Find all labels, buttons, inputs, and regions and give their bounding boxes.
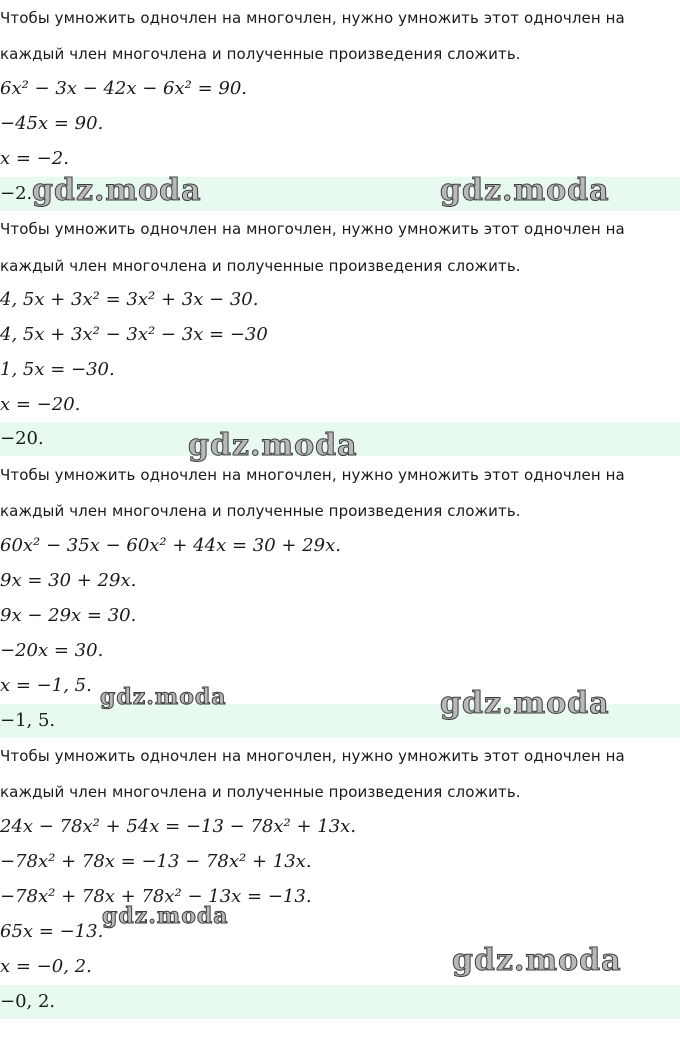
watermark: gdz.moda <box>32 173 202 208</box>
equation-step: 9x − 29x = 30. <box>0 605 137 626</box>
watermark: gdz.moda <box>100 684 227 710</box>
equation-step: −20x = 30. <box>0 640 104 661</box>
equation-step: 65x = −13. <box>0 921 104 942</box>
answer-bar: −1, 5. <box>0 704 680 738</box>
equation-step: 60x² − 35x − 60x² + 44x = 30 + 29x. <box>0 535 341 556</box>
watermark: gdz.moda <box>188 428 358 463</box>
answer-bar: −20. <box>0 422 680 456</box>
watermark: gdz.moda <box>102 903 229 929</box>
equation-step: 1, 5x = −30. <box>0 359 115 380</box>
equation-step: x = −20. <box>0 394 81 415</box>
watermark: gdz.moda <box>440 173 610 208</box>
answer-bar: −2. <box>0 177 680 211</box>
equation-step: 4, 5x + 3x² = 3x² + 3x − 30. <box>0 289 259 310</box>
rule-text-line-2: каждый член многочлена и полученные произведения сложить. <box>0 45 521 63</box>
equation-step: 4, 5x + 3x² − 3x² − 3x = −30 <box>0 324 268 345</box>
rule-text-line-2: каждый член многочлена и полученные произведения сложить. <box>0 502 521 520</box>
equation-step: 9x = 30 + 29x. <box>0 570 137 591</box>
equation-step: −78x² + 78x + 78x² − 13x = −13. <box>0 886 312 907</box>
answer-bar: −0, 2. <box>0 985 680 1019</box>
rule-text-line-1: Чтобы умножить одночлен на многочлен, нужно умножить этот одночлен на <box>0 747 625 765</box>
equation-step: 6x² − 3x − 42x − 6x² = 90. <box>0 78 248 99</box>
rule-text-line-2: каждый член многочлена и полученные произведения сложить. <box>0 783 521 801</box>
equation-step: 24x − 78x² + 54x = −13 − 78x² + 13x. <box>0 816 357 837</box>
rule-text-line-1: Чтобы умножить одночлен на многочлен, нужно умножить этот одночлен на <box>0 466 625 484</box>
rule-text-line-2: каждый член многочлена и полученные произведения сложить. <box>0 257 521 275</box>
watermark: gdz.moda <box>452 943 622 978</box>
equation-step: −45x = 90. <box>0 113 104 134</box>
rule-text-line-1: Чтобы умножить одночлен на многочлен, нужно умножить этот одночлен на <box>0 9 625 27</box>
rule-text-line-1: Чтобы умножить одночлен на многочлен, нужно умножить этот одночлен на <box>0 220 625 238</box>
equation-step: x = −1, 5. <box>0 675 92 696</box>
equation-step: −78x² + 78x = −13 − 78x² + 13x. <box>0 851 312 872</box>
equation-step: x = −0, 2. <box>0 956 92 977</box>
equation-step: x = −2. <box>0 148 69 169</box>
watermark: gdz.moda <box>440 686 610 721</box>
